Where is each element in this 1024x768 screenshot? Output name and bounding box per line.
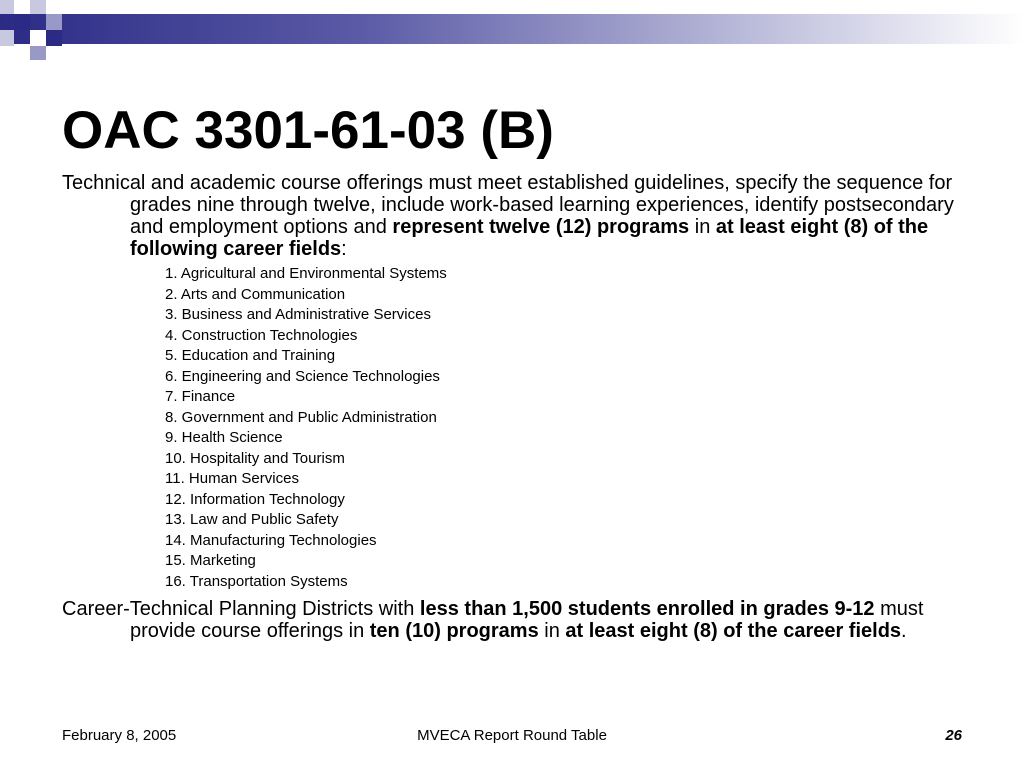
career-field-item: 16. Transportation Systems	[165, 572, 348, 590]
footer-date: February 8, 2005	[62, 727, 177, 744]
slide-number: 26	[945, 727, 962, 744]
career-field-item: 1. Agricultural and Environmental Systems	[165, 265, 447, 282]
intro-run: represent twelve (12) programs	[392, 216, 690, 238]
intro-paragraph	[62, 172, 966, 260]
intro-run: :	[341, 238, 347, 260]
career-field-item: 15. Marketing	[165, 552, 256, 569]
square-left	[0, 30, 14, 46]
header-gradient-bar	[0, 14, 1024, 44]
slide-body	[62, 172, 966, 642]
career-field-item: 7. Finance	[165, 388, 236, 405]
closing-run: ten (10) programs	[369, 620, 539, 642]
slide-title: OAC 3301-61-03 (B)	[62, 101, 554, 160]
closing-paragraph	[62, 598, 966, 642]
career-field-item: 9. Health Science	[165, 429, 283, 446]
intro-run: in	[689, 216, 716, 238]
closing-run: at least eight (8) of the career fields	[565, 620, 902, 642]
closing-run: in	[538, 620, 566, 642]
closing-run: less than 1,500 students enrolled in grades 9-12	[419, 598, 875, 620]
career-field-item: 4. Construction Technologies	[165, 326, 358, 344]
intro-run: at least eight (8) of the following career fields	[130, 216, 929, 260]
career-field-item: 12. Information Technology	[165, 490, 345, 508]
closing-run: must provide course offerings in	[130, 598, 924, 642]
intro-run: Technical and academic course offerings must meet established guidelines, specify the sequence for grades nine through twelve, include work-based learning experiences, identify postsecondary and employment options and	[62, 172, 954, 238]
career-field-item: 5. Education and Training	[165, 347, 336, 364]
closing-run: Career-Technical Planning Districts with	[62, 598, 420, 620]
career-fields-list	[62, 264, 966, 592]
square-tl	[0, 0, 14, 14]
career-field-item: 11. Human Services	[165, 470, 299, 487]
career-field-item: 8. Government and Public Administration	[165, 408, 437, 426]
career-field-item: 2. Arts and Communication	[165, 285, 346, 303]
square-bottom	[30, 46, 46, 60]
square-dark-2	[46, 30, 62, 46]
closing-run: .	[901, 620, 907, 642]
square-top	[30, 0, 46, 14]
career-field-item: 14. Manufacturing Technologies	[165, 531, 377, 549]
career-field-item: 6. Engineering and Science Technologies	[165, 367, 440, 385]
career-field-item: 10. Hospitality and Tourism	[165, 449, 345, 467]
career-field-item: 13. Law and Public Safety	[165, 511, 339, 528]
square-white	[30, 30, 46, 46]
square-dark	[14, 14, 30, 30]
footer-title: MVECA Report Round Table	[417, 727, 607, 744]
career-field-item: 3. Business and Administrative Services	[165, 306, 431, 323]
square-mid	[46, 14, 62, 30]
